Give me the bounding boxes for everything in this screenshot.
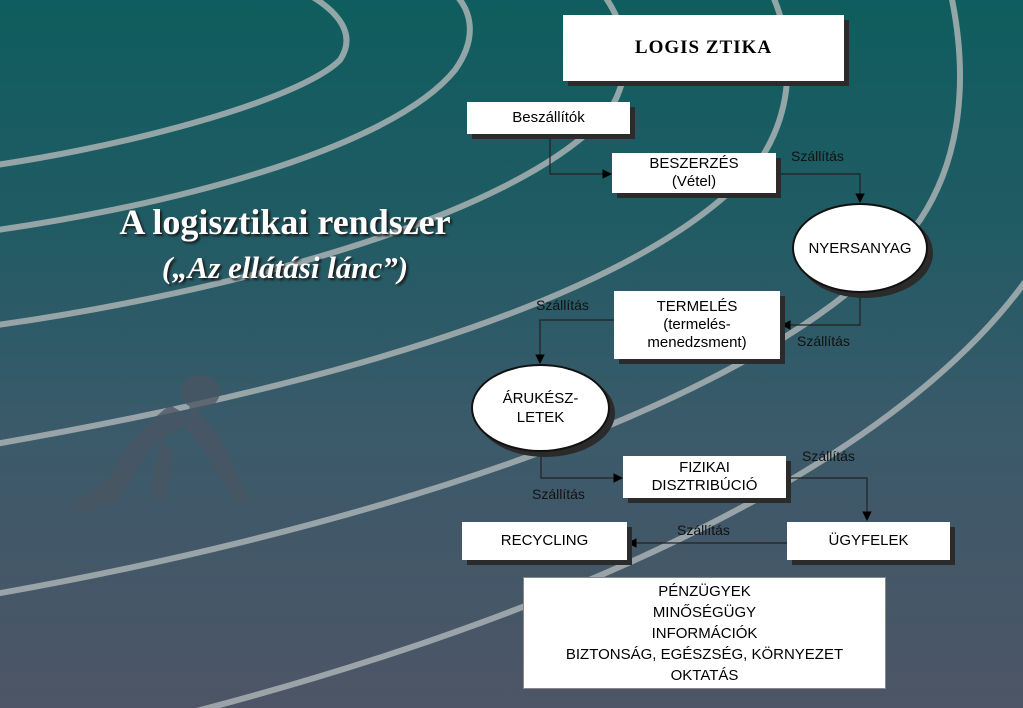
support-functions-box (523, 577, 886, 689)
termeles-box: TERMELÉS (termelés- menedzsment) (614, 291, 780, 359)
szallitas-label-2: Szállítás (536, 297, 589, 313)
beszallitok-box: Beszállítók (467, 102, 630, 134)
info-line: INFORMÁCIÓK (651, 624, 758, 642)
ugyfelek-box: ÜGYFELEK (787, 522, 950, 560)
fizikai-disztribucio-box: FIZIKAI DISZTRIBÚCIÓ (623, 456, 786, 498)
szallitas-label-6: Szállítás (677, 522, 730, 538)
beszerzes-box: BESZERZÉS (Vétel) (612, 153, 776, 193)
szallitas-label-1: Szállítás (791, 148, 844, 164)
szallitas-label-3: Szállítás (797, 333, 850, 349)
szallitas-label-4: Szállítás (802, 448, 855, 464)
nyersanyag-oval: NYERSANYAG (792, 203, 928, 293)
arukeszletek-oval: ÁRUKÉSZ- LETEK (471, 364, 610, 452)
recycling-box: RECYCLING (462, 522, 627, 560)
slide-subtitle: („Az ellátási lánc”) (161, 250, 409, 285)
logisztika-header-box: LOGIS ZTIKA (563, 15, 844, 81)
info-line: MINŐSÉGÜGY (652, 603, 757, 621)
szallitas-label-5: Szállítás (532, 486, 585, 502)
slide-title-block (100, 200, 470, 288)
info-line: OKTATÁS (670, 666, 739, 684)
info-line: PÉNZÜGYEK (658, 582, 751, 600)
info-line: BIZTONSÁG, EGÉSZSÉG, KÖRNYEZET (565, 645, 844, 663)
slide-title: A logisztikai rendszer (119, 202, 451, 242)
